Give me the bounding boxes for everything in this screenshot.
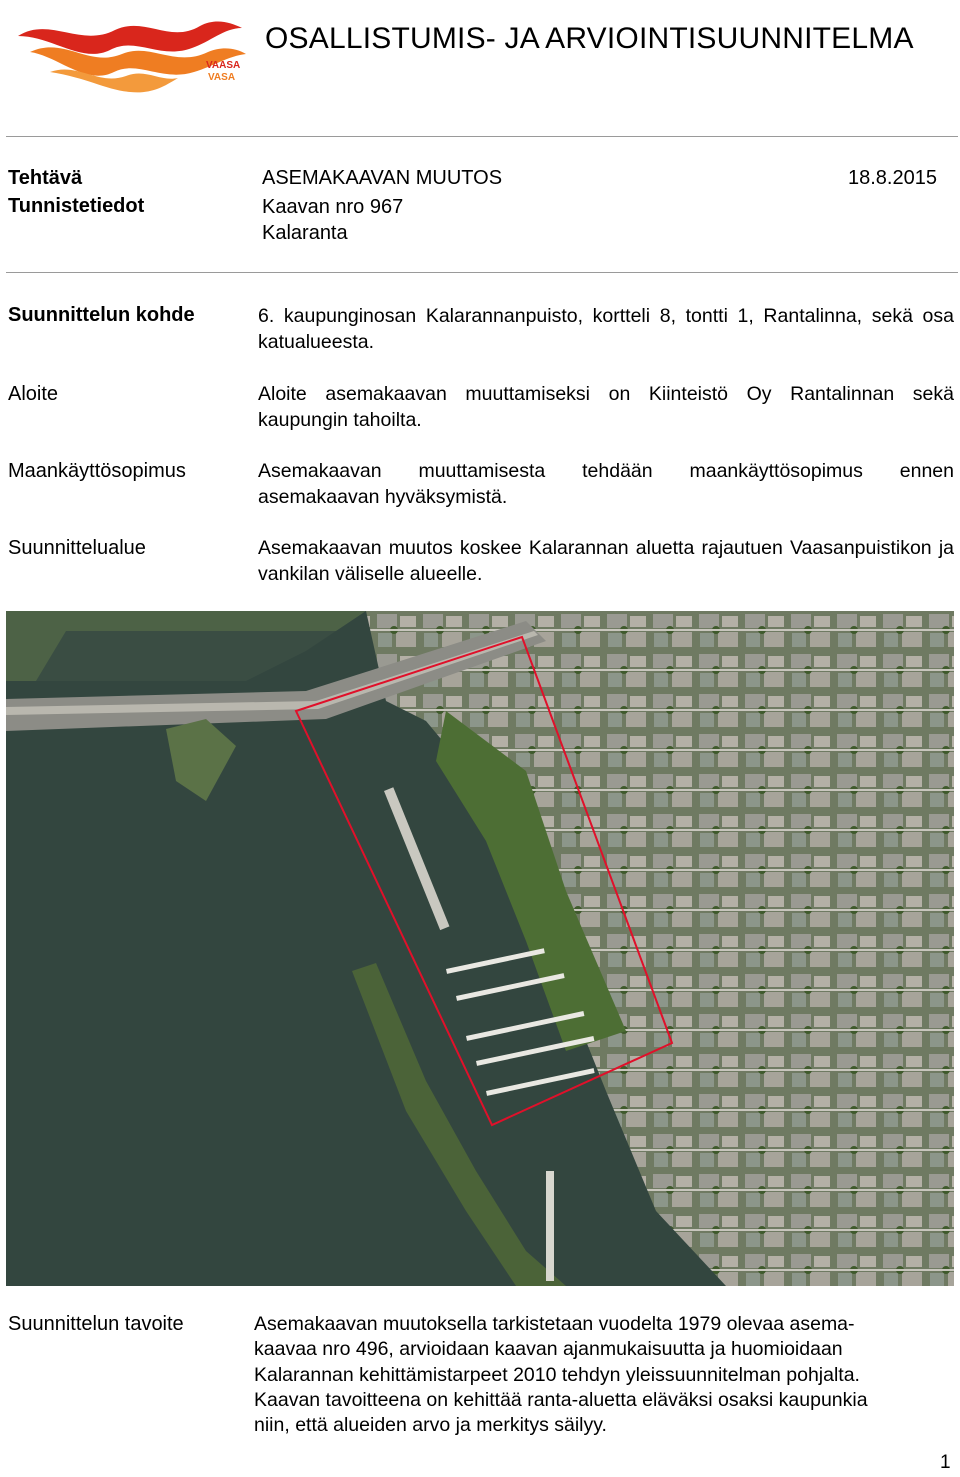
- tavoite-line: niin, että alueiden arvo ja merkitys säilyy.: [254, 1414, 607, 1437]
- task-label: Tehtävä: [8, 167, 83, 189]
- sopimus-label: Maankäyttösopimus: [8, 460, 186, 482]
- kohde-text: 6. kaupunginosan Kalarannanpuisto, kortteli 8, tontti 1, Rantalinna, sekä osa katualueesta.: [258, 305, 954, 353]
- tavoite-text: [254, 1312, 944, 1438]
- divider-info: [6, 272, 958, 273]
- alue-label: Suunnittelualue: [8, 537, 146, 559]
- id-label: Tunnistetiedot: [8, 195, 145, 217]
- logo-text-sv: VASA: [208, 72, 236, 83]
- kohde-label: Suunnittelun kohde: [8, 304, 195, 326]
- area-name: Kalaranta: [262, 222, 348, 244]
- aloite-text: Aloite asemakaavan muuttamiseksi on Kiinteistö Oy Rantalinnan sekä kaupungin tahoilta.: [258, 383, 954, 431]
- tavoite-line: Asemakaavan muutoksella tarkistetaan vuodelta 1979 olevaa asema-: [254, 1313, 855, 1335]
- aerial-map-image: [6, 611, 954, 1286]
- tavoite-line: kaavaa nro 496, arvioidaan kaavan ajanmukaisuutta ja huomioidaan: [254, 1338, 843, 1361]
- divider-top: [6, 136, 958, 137]
- tavoite-line: Kalarannan kehittämistarpeet 2010 tehdyn yleissuunnitelman pohjalta.: [254, 1363, 860, 1386]
- logo-text-fi: VAASA: [206, 60, 241, 71]
- page-number: 1: [940, 1452, 951, 1473]
- tavoite-line: Kaavan tavoitteena on kehittää ranta-aluetta eläväksi osaksi kaupunkia: [254, 1388, 868, 1411]
- document-date: 18.8.2015: [848, 167, 937, 189]
- alue-text: Asemakaavan muutos koskee Kalarannan aluetta rajautuen Vaasanpuistikon ja vankilan väliselle alueelle.: [258, 537, 954, 585]
- sopimus-text: Asemakaavan muuttamisesta tehdään maankäyttösopimus ennen asemakaavan hyväksymistä.: [258, 460, 954, 508]
- tavoite-label: Suunnittelun tavoite: [8, 1313, 184, 1335]
- task-value: ASEMAKAAVAN MUUTOS: [262, 167, 503, 189]
- aloite-label: Aloite: [8, 383, 59, 405]
- plan-number: Kaavan nro 967: [262, 196, 404, 218]
- document-title: OSALLISTUMIS- JA ARVIOINTISUUNNITELMA: [265, 22, 914, 55]
- vaasa-logo: [10, 8, 260, 98]
